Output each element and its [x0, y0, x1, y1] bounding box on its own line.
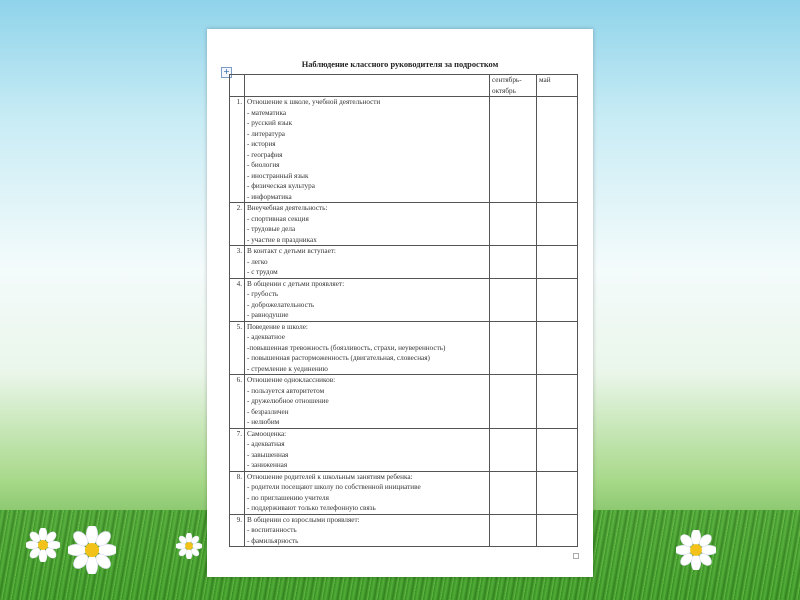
row-item: - математика: [247, 108, 287, 117]
row-heading: В общении с детьми проявляет:: [247, 279, 345, 288]
table-row: [230, 514, 578, 547]
row-content: [245, 471, 490, 514]
row-item: - дружелюбное отношение: [247, 397, 329, 405]
row-content: [245, 203, 490, 246]
row-item: - завышенная: [247, 450, 289, 459]
cell-may[interactable]: [537, 246, 578, 279]
row-number: 7.: [230, 428, 245, 471]
table-row: [230, 246, 578, 279]
row-number: 4.: [230, 278, 245, 321]
row-item: - родители посещают школу по собственной инициативе: [247, 483, 421, 491]
header-cell-may: май: [537, 75, 578, 97]
cell-may[interactable]: [537, 471, 578, 514]
row-content: [245, 321, 490, 375]
row-item: - спортивная секция: [247, 214, 309, 223]
row-item: - фамильярность: [247, 536, 299, 545]
row-heading: Отношение к школе, учебной деятельности: [247, 98, 381, 106]
row-number: 1.: [230, 97, 245, 203]
row-heading: В общении со взрослыми проявляет:: [247, 515, 360, 524]
row-content: [245, 375, 490, 429]
row-content: [245, 278, 490, 321]
cell-sept-oct[interactable]: [490, 514, 537, 547]
row-heading: Отношение родителей к школьным занятиям ребенка:: [247, 472, 413, 481]
row-content: [245, 514, 490, 547]
row-item: - физическая культура: [247, 182, 315, 190]
observation-table: [229, 74, 578, 547]
header-cell-sept-oct: сентябрь-октябрь: [490, 75, 537, 97]
table-move-handle-icon[interactable]: +: [221, 67, 232, 78]
row-item: - грубость: [247, 290, 279, 298]
document-title: Наблюдение классного руководителя за подростком: [301, 60, 499, 69]
table-row: [230, 471, 578, 514]
cell-sept-oct[interactable]: [490, 471, 537, 514]
row-number: 2.: [230, 203, 245, 246]
table-row: [230, 278, 578, 321]
document-page: [207, 29, 593, 577]
cell-sept-oct[interactable]: [490, 246, 537, 279]
row-item: -повышенная тревожность (боязливость, страхи, неуверенность): [247, 343, 446, 352]
table-row: [230, 321, 578, 375]
row-item: - информатика: [247, 192, 292, 201]
row-heading: Внеучебная деятельность:: [247, 204, 328, 212]
row-item: - иностранный язык: [247, 171, 309, 180]
row-item: - с трудом: [247, 268, 278, 276]
row-item: - равнодушие: [247, 311, 289, 319]
row-item: - поддерживают только телефонную связь: [247, 504, 376, 512]
row-heading: Самооценка:: [247, 429, 287, 438]
row-item: - география: [247, 150, 283, 159]
cell-may[interactable]: [537, 428, 578, 471]
cell-sept-oct[interactable]: [490, 428, 537, 471]
row-item: - биология: [247, 161, 280, 169]
header-cell-num: [230, 75, 245, 97]
cell-may[interactable]: [537, 203, 578, 246]
row-item: - по приглашению учителя: [247, 493, 329, 502]
table-end-marker: [573, 553, 579, 559]
row-number: 9.: [230, 514, 245, 547]
row-item: - пользуется авторитетом: [247, 386, 325, 395]
cell-may[interactable]: [537, 514, 578, 547]
row-item: - воспитанность: [247, 526, 297, 534]
cell-may[interactable]: [537, 97, 578, 203]
row-number: 3.: [230, 246, 245, 279]
row-item: - доброжелательность: [247, 300, 315, 309]
row-item: - трудовые дела: [247, 225, 296, 233]
header-cell-content: [245, 75, 490, 97]
daisy-flower-center-left: [68, 526, 116, 574]
row-heading: В контакт с детьми вступает:: [247, 247, 336, 255]
row-number: 6.: [230, 375, 245, 429]
row-item: - повышенная расторможенность (двигательная, словесная): [247, 354, 430, 362]
table-header-row: [230, 75, 578, 97]
row-item: - история: [247, 140, 276, 148]
row-heading: Отношение одноклассников:: [247, 376, 336, 384]
row-content: [245, 246, 490, 279]
cell-sept-oct[interactable]: [490, 321, 537, 375]
daisy-flower-right: [676, 530, 716, 570]
table-row: [230, 375, 578, 429]
cell-may[interactable]: [537, 278, 578, 321]
table-row: [230, 203, 578, 246]
row-item: - участие в праздниках: [247, 235, 317, 244]
table-row: [230, 97, 578, 203]
row-number: 8.: [230, 471, 245, 514]
row-item: - литература: [247, 129, 285, 138]
daisy-flower-small: [176, 533, 202, 559]
cell-sept-oct[interactable]: [490, 97, 537, 203]
row-item: - русский язык: [247, 119, 293, 127]
row-item: - стремление к уединению: [247, 364, 328, 373]
row-item: - легко: [247, 257, 268, 266]
cell-sept-oct[interactable]: [490, 203, 537, 246]
cell-sept-oct[interactable]: [490, 278, 537, 321]
daisy-flower-left: [26, 528, 60, 562]
row-item: - адекватная: [247, 440, 285, 448]
row-item: - безразличен: [247, 407, 289, 416]
cell-may[interactable]: [537, 375, 578, 429]
row-heading: Поведение в школе:: [247, 322, 308, 331]
row-content: [245, 97, 490, 203]
cell-may[interactable]: [537, 321, 578, 375]
table-row: [230, 428, 578, 471]
row-item: - нелюбим: [247, 418, 280, 426]
cell-sept-oct[interactable]: [490, 375, 537, 429]
row-item: - адекватное: [247, 333, 285, 341]
row-item: - заниженная: [247, 461, 288, 469]
row-content: [245, 428, 490, 471]
row-number: 5.: [230, 321, 245, 375]
